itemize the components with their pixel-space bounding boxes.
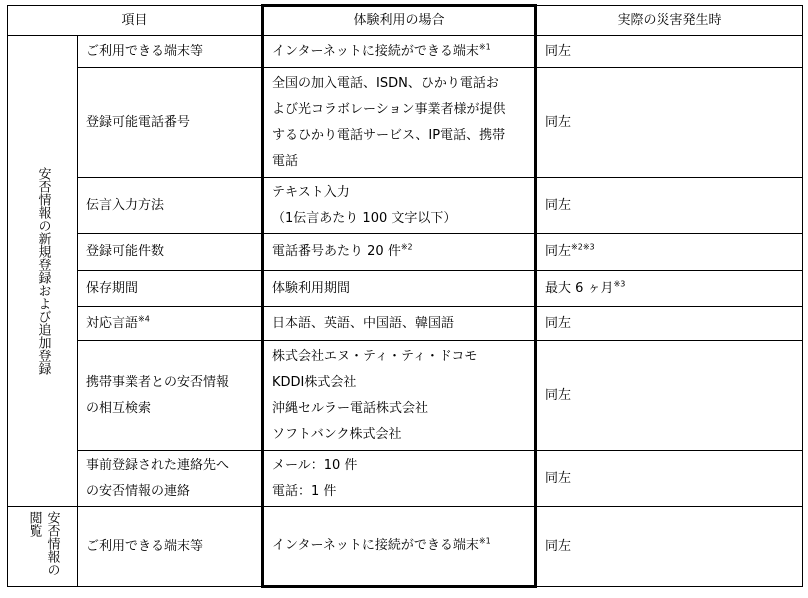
- actual-cell: 最大 6 ヶ月$^{※3}$: [536, 271, 803, 307]
- table-row: [8, 178, 803, 234]
- section-browse-text: 安否情報の閲覧: [26, 510, 60, 576]
- trial-cell: インターネットに接続ができる端末$^{※1}$: [263, 507, 536, 587]
- item-cell: 対応言語$^{※4}$: [78, 307, 263, 341]
- trial-cell: 株式会社エヌ・ティ・ティ・ドコモ KDDI株式会社 沖縄セルラー電話株式会社 ソフトバンク株式会社: [263, 341, 536, 451]
- item-cell: 登録可能電話番号: [78, 68, 263, 178]
- table-row: [8, 36, 803, 68]
- trial-cell: 日本語、英語、中国語、韓国語: [263, 307, 536, 341]
- trial-cell: テキスト入力 （1伝言あたり 100 文字以下）: [263, 178, 536, 234]
- trial-cell: 電話番号あたり 20 件$^{※2}$: [263, 234, 536, 271]
- item-cell: 事前登録された連絡先へ の安否情報の連絡: [78, 451, 263, 507]
- item-cell: 保存期間: [78, 271, 263, 307]
- table-row: [8, 307, 803, 341]
- header-item: 項目: [8, 6, 263, 36]
- item-cell: 伝言入力方法: [78, 178, 263, 234]
- actual-cell: 同左: [536, 307, 803, 341]
- actual-cell: 同左: [536, 68, 803, 178]
- actual-cell: 同左: [536, 36, 803, 68]
- header-trial: 体験利用の場合: [263, 6, 536, 36]
- comparison-table: [7, 4, 803, 588]
- section-register-text: 安否情報の新規登録および追加登録: [35, 167, 51, 375]
- actual-cell: 同左: [536, 178, 803, 234]
- actual-cell: 同左: [536, 341, 803, 451]
- actual-cell: 同左: [536, 451, 803, 507]
- table-row: [8, 271, 803, 307]
- actual-cell: 同左$^{※2※3}$: [536, 234, 803, 271]
- section-browse-label: [8, 507, 78, 587]
- header-actual: 実際の災害発生時: [536, 6, 803, 36]
- table-row: [8, 451, 803, 507]
- header-row: [8, 6, 803, 36]
- table-row: [8, 234, 803, 271]
- item-cell: ご利用できる端末等: [78, 507, 263, 587]
- section-register-label: [8, 36, 78, 507]
- trial-cell: メール：10 件 電話：1 件: [263, 451, 536, 507]
- table-row: [8, 68, 803, 178]
- table-row: [8, 341, 803, 451]
- item-cell: 登録可能件数: [78, 234, 263, 271]
- item-cell: 携帯事業者との安否情報 の相互検索: [78, 341, 263, 451]
- actual-cell: 同左: [536, 507, 803, 587]
- item-cell: ご利用できる端末等: [78, 36, 263, 68]
- trial-cell: インターネットに接続ができる端末$^{※1}$: [263, 36, 536, 68]
- table-row: [8, 507, 803, 587]
- trial-cell: 全国の加入電話、ISDN、ひかり電話お よび光コラボレーション事業者様が提供 するひかり電話サービス、IP電話、携帯 電話: [263, 68, 536, 178]
- trial-cell: 体験利用期間: [263, 271, 536, 307]
